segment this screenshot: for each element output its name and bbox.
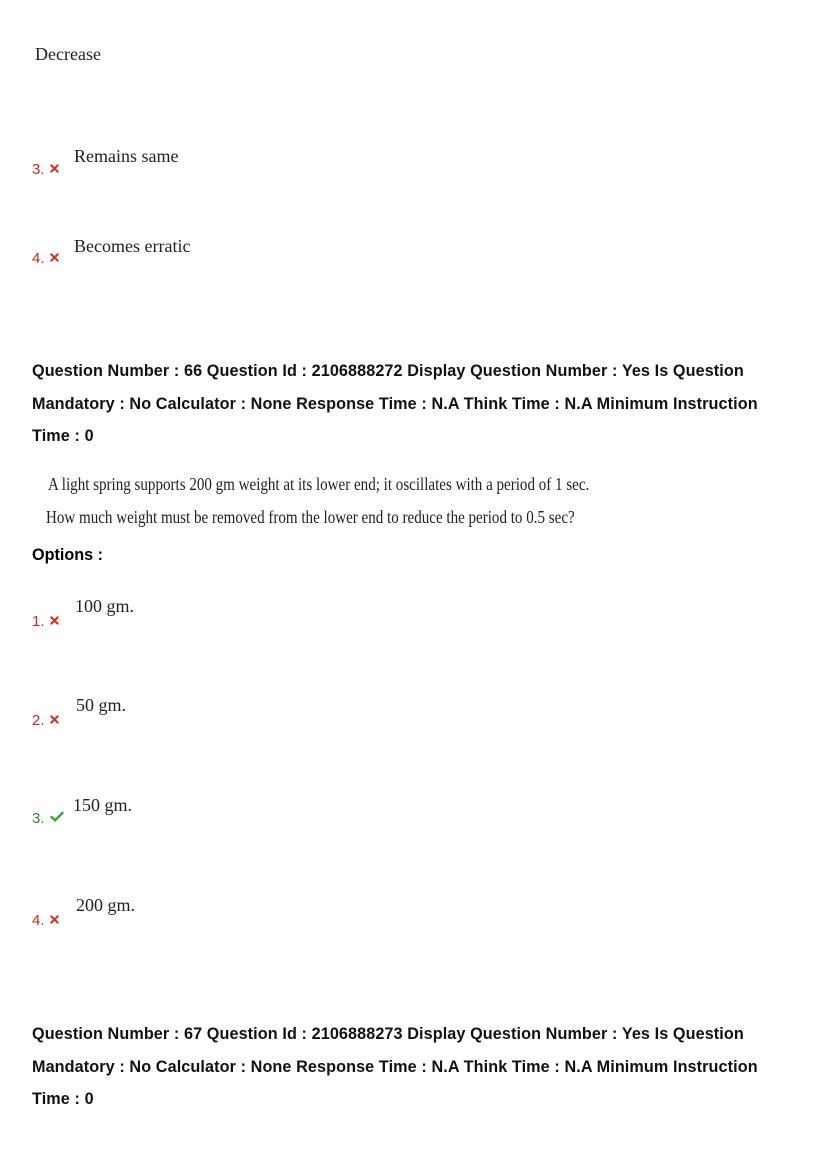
option-1 bbox=[32, 613, 59, 630]
option-4-text: 200 gm. bbox=[76, 895, 136, 915]
option-number: 4. bbox=[32, 912, 45, 929]
option-number: 1. bbox=[32, 613, 45, 630]
meta-line: Time : 0 bbox=[32, 427, 94, 445]
option-4 bbox=[32, 912, 59, 929]
question-66-text-line-1: A light spring supports 200 gm weight at its lower end; it oscillates with a period of 1 sec. bbox=[48, 474, 590, 494]
cross-icon bbox=[50, 164, 59, 173]
question-67-meta bbox=[32, 1018, 812, 1116]
cross-icon bbox=[50, 253, 59, 262]
option-number: 3. bbox=[32, 161, 45, 178]
option-3-text: 150 gm. bbox=[73, 795, 133, 815]
meta-line: Mandatory : No Calculator : None Response Time : N.A Think Time : N.A Minimum Instruction bbox=[32, 1057, 758, 1076]
option-3 bbox=[32, 810, 64, 827]
meta-line: Mandatory : No Calculator : None Response Time : N.A Think Time : N.A Minimum Instruction bbox=[32, 394, 758, 413]
option-2-text: 50 gm. bbox=[76, 695, 127, 715]
option-number: 3. bbox=[32, 810, 45, 827]
cross-icon bbox=[50, 715, 59, 724]
meta-line: Question Number : 67 Question Id : 2106888273 Display Question Number : Yes Is Question bbox=[32, 1025, 744, 1043]
prev-option-3 bbox=[32, 161, 59, 178]
meta-line: Question Number : 66 Question Id : 2106888272 Display Question Number : Yes Is Question bbox=[32, 362, 744, 380]
prev-option-2-text: Decrease bbox=[35, 44, 101, 64]
question-66-text-line-2: How much weight must be removed from the lower end to reduce the period to 0.5 sec? bbox=[46, 507, 575, 527]
prev-option-4-text: Becomes erratic bbox=[74, 236, 191, 256]
check-icon bbox=[50, 811, 64, 822]
prev-option-3-text: Remains same bbox=[74, 146, 179, 166]
cross-icon bbox=[50, 616, 59, 625]
option-number: 4. bbox=[32, 250, 45, 267]
options-label: Options : bbox=[32, 546, 104, 564]
option-1-text: 100 gm. bbox=[75, 596, 135, 616]
option-number: 2. bbox=[32, 712, 45, 729]
meta-line: Time : 0 bbox=[32, 1090, 94, 1108]
option-2 bbox=[32, 712, 59, 729]
question-66-meta bbox=[32, 355, 812, 453]
cross-icon bbox=[50, 915, 59, 924]
prev-option-4 bbox=[32, 250, 59, 267]
